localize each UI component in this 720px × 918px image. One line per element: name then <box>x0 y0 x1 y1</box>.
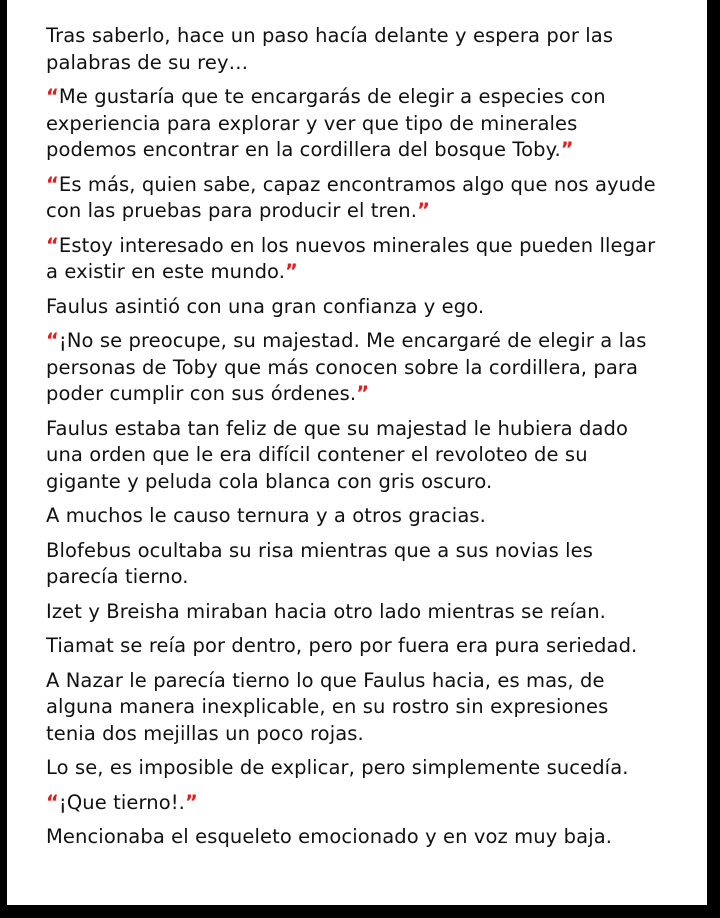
paragraph <box>46 668 686 748</box>
paragraph <box>46 503 686 530</box>
open-quote: “ <box>46 329 59 352</box>
story-text <box>46 23 686 859</box>
paragraph <box>46 790 686 817</box>
paragraph <box>46 328 686 408</box>
paragraph-text: A muchos le causo ternura y a otros gracias. <box>46 504 486 527</box>
open-quote: “ <box>46 85 59 108</box>
paragraph-text: Izet y Breisha miraban hacia otro lado mientras se reían. <box>46 599 606 623</box>
open-quote: “ <box>46 790 59 814</box>
close-quote: ” <box>417 199 430 222</box>
paragraph-text: Faulus asintió con una gran confianza y ego. <box>46 294 485 318</box>
paragraph-text: Lo se, es imposible de explicar, pero simplemente sucedía. <box>46 756 629 779</box>
paragraph <box>46 233 686 286</box>
paragraph-text: ¡Que tierno!. <box>58 790 185 814</box>
open-quote: “ <box>46 172 59 196</box>
paragraph <box>46 633 686 660</box>
open-quote: “ <box>46 233 59 257</box>
paragraph <box>46 84 686 164</box>
paragraph-text: Tiamat se reía por dentro, pero por fuera era pura seriedad. <box>46 634 638 657</box>
paragraph <box>46 755 686 782</box>
paragraph-text: Me gustaría que te encargarás de elegir a especies con experiencia para explorar y ver que tipo de minerales podemos encontrar en la cordillera del bosque Toby. <box>46 85 606 161</box>
paragraph-text: Blofebus ocultaba su risa mientras que a sus novias les parecía tierno. <box>46 538 594 588</box>
paragraph <box>46 538 686 591</box>
paragraph-text: Tras saberlo, hace un paso hacía delante y espera por las palabras de su rey… <box>46 24 614 74</box>
paragraph-text: Estoy interesado en los nuevos minerales que pueden llegar a existir en este mundo. <box>46 233 656 283</box>
close-quote: ” <box>285 260 298 283</box>
paragraph-text: A Nazar le parecía tierno lo que Faulus hacia, es mas, de alguna manera inexplicable, en su rostro sin expresiones tenia dos mejillas un poco rojas. <box>46 668 609 745</box>
document-page <box>7 0 707 905</box>
paragraph-text: Mencionaba el esqueleto emocionado y en voz muy baja. <box>46 825 613 848</box>
paragraph-text: Faulus estaba tan feliz de que su majestad le hubiera dado una orden que le era difícil contener el revoloteo de su gigante y peluda cola blanca con gris oscuro. <box>46 416 629 493</box>
paragraph <box>46 23 686 76</box>
paragraph <box>46 599 686 626</box>
paragraph <box>46 172 686 225</box>
paragraph <box>46 416 686 496</box>
close-quote: ” <box>184 790 198 814</box>
paragraph <box>46 294 686 321</box>
close-quote: ” <box>560 138 574 161</box>
paragraph-text: ¡No se preocupe, su majestad. Me encargaré de elegir a las personas de Toby que más conocen sobre la cordillera, para poder cumplir con sus órdenes. <box>46 329 647 405</box>
close-quote: ” <box>356 382 370 405</box>
paragraph-text: Es más, quien sabe, capaz encontramos algo que nos ayude con las pruebas para producir el tren. <box>46 172 656 222</box>
paragraph <box>46 824 686 851</box>
